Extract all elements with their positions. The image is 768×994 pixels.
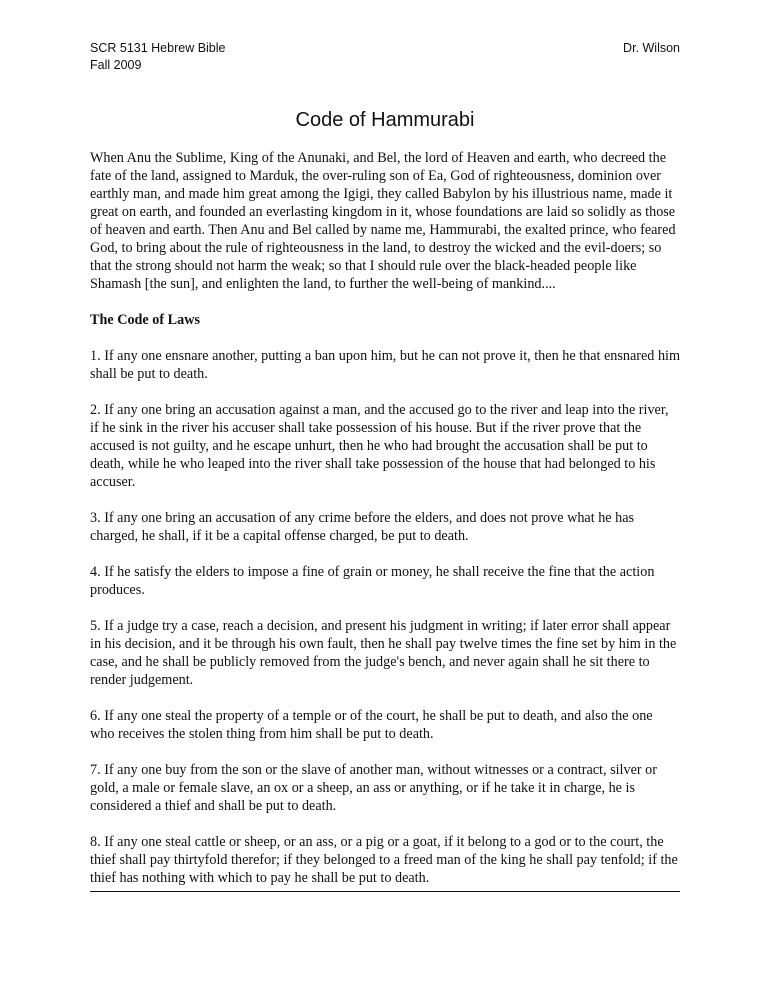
law-3: 3. If any one bring an accusation of any crime before the elders, and does not prove what he has charged, he shall, if it be a capital offense charged, be put to death. (90, 510, 635, 544)
prologue-paragraph: When Anu the Sublime, King of the Anunaki, and Bel, the lord of Heaven and earth, who decreed the fate of the land, assigned to Marduk, the over-ruling son of Ea, God of righteousness, dominion over earthly man, and made him great among the Igigi, they called Babylon by his illustrious name, made it great on earth, and founded an everlasting kingdom in it, whose foundations are laid so solidly as those of heaven and earth. Then Anu and Bel called by name me, Hammurabi, the exalted prince, who feared God, to bring about the rule of righteousness in the land, to destroy the wicked and the evil-doers; so that the strong should not harm the weak; so that I should rule over the black-headed people like Shamash [the sun], and enlighten the land, to further the well-being of mankind.... (90, 150, 676, 292)
law-8: 8. If any one steal cattle or sheep, or an ass, or a pig or a goat, if it belong to a god or to the court, the thief shall pay thirtyfold therefor; if they belonged to a freed man of the king he shall pay tenfold; if the thief has nothing with which to pay he shall be put to death. (90, 833, 680, 892)
law-2: 2. If any one bring an accusation against a man, and the accused go to the river and leap into the river, if he sink in the river his accuser shall take possession of his house. But if the river prove that the accused is not guilty, and he escape unhurt, then he who had brought the accusation shall be put to death, while he who leaped into the river shall take possession of the house that had belonged to his accuser. (90, 402, 669, 490)
law-4: 4. If he satisfy the elders to impose a fine of grain or money, he shall receive the fine that the action produces. (90, 564, 655, 598)
section-heading: The Code of Laws (90, 312, 200, 328)
law-1: 1. If any one ensnare another, putting a ban upon him, but he can not prove it, then he that ensnared him shall be put to death. (90, 348, 681, 382)
law-7: 7. If any one buy from the son or the slave of another man, without witnesses or a contract, silver or gold, a male or female slave, an ox or a sheep, an ass or anything, or if he take it in charge, he is considered a thief and shall be put to death. (90, 762, 657, 814)
instructor-name: Dr. Wilson (623, 41, 680, 55)
course-name: SCR 5131 Hebrew Bible (90, 41, 226, 55)
document-body (90, 149, 680, 892)
document-page (90, 40, 680, 892)
page-header (90, 40, 680, 74)
law-5: 5. If a judge try a case, reach a decision, and present his judgment in writing; if later error shall appear in his decision, and it be through his own fault, then he shall pay twelve times the fine set by him in the case, and he shall be publicly removed from the judge's bench, and never again shall he sit there to render judgement. (90, 618, 677, 688)
document-title: Code of Hammurabi (295, 109, 475, 131)
law-6: 6. If any one steal the property of a temple or of the court, he shall be put to death, and also the one who receives the stolen thing from him shall be put to death. (90, 708, 653, 742)
term: Fall 2009 (90, 58, 142, 72)
